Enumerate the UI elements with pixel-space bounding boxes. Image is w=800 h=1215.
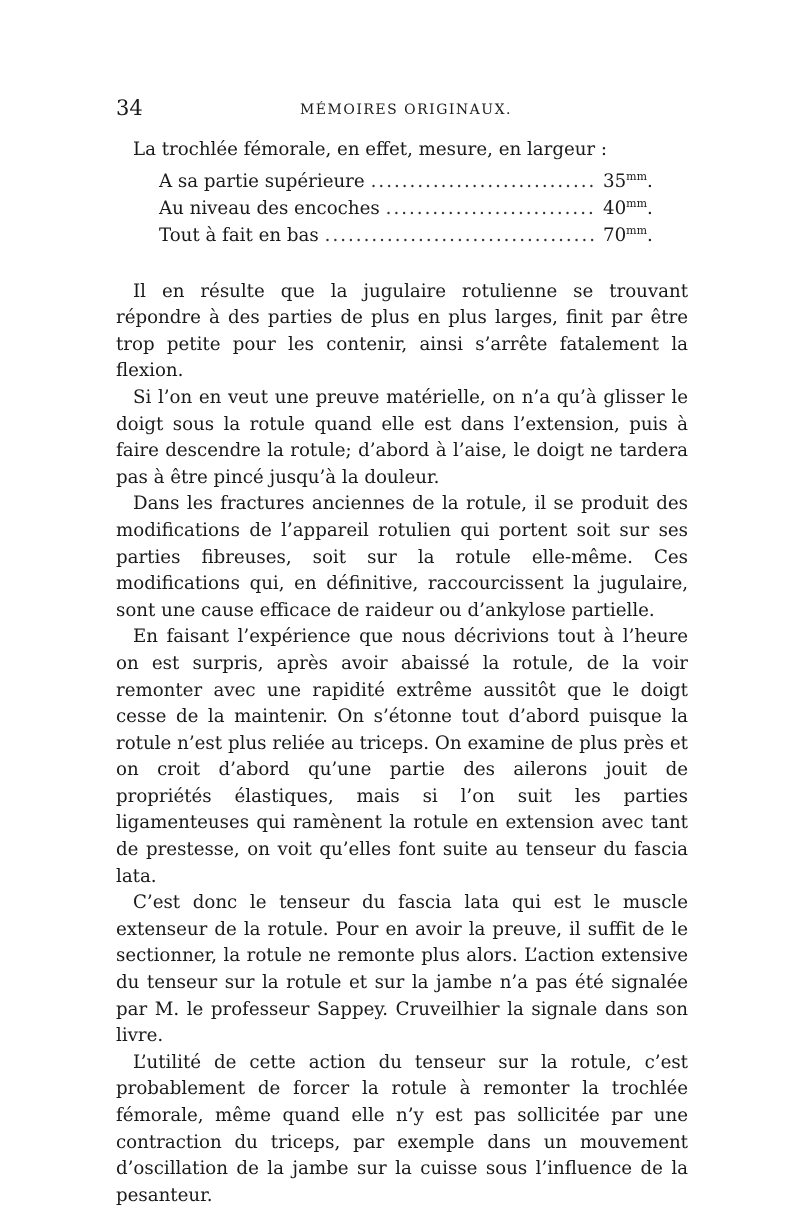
body-paragraph: Si l’on en veut une preuve matérielle, on n’a qu’à glisser le doigt sous la rotule quand elle est dans l’extension, puis à faire descendre la rotule; d’abord à l’aise, le doigt ne tardera pas à être pincé jusqu’à la douleur. (116, 386, 688, 488)
body-paragraph: L’utilité de cette action du tenseur sur la rotule, c’est probablement de forcer la rotule à remonter la trochlée fémorale, même quand elle n’y est pas sollicitée par une contraction du triceps, par exemple dans un mouvement d’oscillation de la jambe sur la cuisse sous l’influence de la pesanteur. (116, 1051, 688, 1206)
intro-line: La trochlée fémorale, en effet, mesure, en largeur : (133, 139, 608, 160)
measurement-value: $35^{mm}$. (603, 169, 653, 192)
page-body (116, 137, 688, 1209)
page-number: 34 (116, 96, 143, 120)
measurement-label: Tout à fait en bas (159, 224, 319, 246)
dot-leader (386, 196, 597, 223)
body-paragraph: En faisant l’expérience que nous décrivions tout à l’heure on est surpris, après avoir abaissé la rotule, de la voir remonter avec une rapidité extrême aussitôt que le doigt cesse de la maintenir. On s’étonne tout d’abord puisque la rotule n’est plus reliée au triceps. On examine de plus près et on croit d’abord qu’une partie des ailerons jouit de propriétés élastiques, mais si l’on suit les parties ligamenteuses qui ramènent la rotule en extension avec tant de prestesse, on voit qu’elles font suite au tenseur du fascia lata. (116, 626, 688, 887)
dot-leader (325, 223, 597, 250)
body-paragraph: C’est donc le tenseur du fascia lata qui est le muscle extenseur de la rotule. Pour en avoir la preuve, il suffit de le sectionner, la rotule ne remonte plus alors. L’action extensive du tenseur sur la rotule et sur la jambe n’a pas été signalée par M. le professeur Sappey. Cruveilhier la signale dans son livre. (116, 892, 688, 1047)
measurement-label: A sa partie supérieure (159, 170, 365, 192)
body-paragraph: Il en résulte que la jugulaire rotulienne se trouvant répondre à des parties de plus en plus larges, finit par être trop petite pour les contenir, ainsi s’arrête fatalement la flexion. (116, 280, 688, 382)
running-title: MÉMOIRES ORIGINAUX. (299, 102, 513, 118)
page-header (116, 96, 696, 126)
body-paragraph: Dans les fractures anciennes de la rotule, il se produit des modifications de l’appareil rotulien qui portent soit sur ses parties fibreuses, soit sur la rotule elle-même. Ces modifications qui, en définitive, raccourcissent la jugulaire, sont une cause efficace de raideur ou d’ankylose partielle. (116, 493, 688, 621)
measurement-value: $70^{mm}$. (603, 223, 653, 246)
dot-leader (371, 169, 597, 196)
measurement-value: $40^{mm}$. (603, 196, 653, 219)
measurement-label: Au niveau des encoches (159, 197, 380, 219)
measurement-row (159, 164, 669, 191)
measurement-list (159, 164, 669, 245)
